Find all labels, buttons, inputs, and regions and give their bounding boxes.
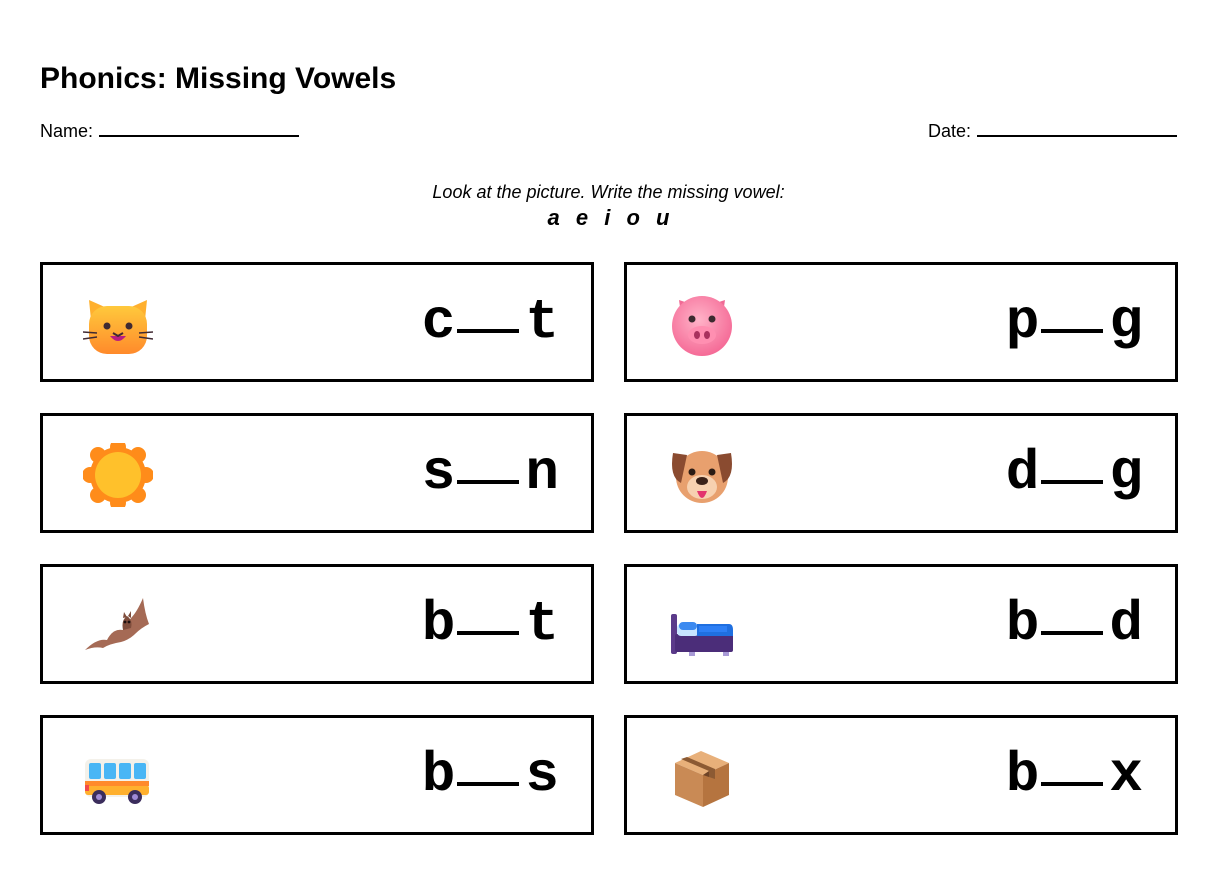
word-last-letter: n xyxy=(525,441,559,505)
word-card xyxy=(624,564,1178,684)
bus-icon xyxy=(83,745,153,809)
word-last-letter: s xyxy=(525,743,559,807)
vowel-blank[interactable] xyxy=(1041,480,1103,484)
word-card xyxy=(40,262,594,382)
name-label: Name: xyxy=(40,121,94,141)
word-card xyxy=(624,715,1178,835)
instructions: Look at the picture. Write the missing vowel: xyxy=(432,182,785,202)
vowel-list: a e i o u xyxy=(547,205,670,230)
word-last-letter: t xyxy=(525,592,559,656)
word-first-letter: d xyxy=(1005,441,1040,505)
bed-icon xyxy=(667,594,737,658)
vowel-blank[interactable] xyxy=(1041,631,1103,635)
cat-face-icon xyxy=(83,292,153,356)
vowel-blank[interactable] xyxy=(457,782,519,786)
word-last-letter: d xyxy=(1109,592,1143,656)
word-card xyxy=(40,413,594,533)
word-last-letter: t xyxy=(525,290,559,354)
word-dog xyxy=(1006,442,1143,504)
word-bus xyxy=(422,744,559,806)
vowel-blank[interactable] xyxy=(457,329,519,333)
word-first-letter: b xyxy=(1005,743,1040,807)
date-label: Date: xyxy=(927,121,971,141)
word-pig xyxy=(1006,291,1143,353)
word-bat xyxy=(422,593,559,655)
word-first-letter: s xyxy=(421,441,456,505)
word-last-letter: g xyxy=(1109,441,1143,505)
name-field xyxy=(40,117,299,143)
word-card xyxy=(624,413,1178,533)
vowel-blank[interactable] xyxy=(457,480,519,484)
name-input-line[interactable] xyxy=(99,117,299,137)
vowel-blank[interactable] xyxy=(457,631,519,635)
word-last-letter: g xyxy=(1109,290,1143,354)
word-first-letter: b xyxy=(1005,592,1040,656)
vowel-blank[interactable] xyxy=(1041,782,1103,786)
word-first-letter: p xyxy=(1005,290,1040,354)
sun-icon xyxy=(83,443,153,507)
word-last-letter: x xyxy=(1109,743,1143,807)
word-card xyxy=(40,564,594,684)
pig-face-icon xyxy=(667,292,737,356)
date-input-line[interactable] xyxy=(977,117,1177,137)
word-first-letter: c xyxy=(421,290,456,354)
vowel-blank[interactable] xyxy=(1041,329,1103,333)
bat-icon xyxy=(83,594,153,658)
word-sun xyxy=(422,442,559,504)
dog-face-icon xyxy=(667,443,737,507)
box-icon xyxy=(667,745,737,809)
worksheet-title: Phonics: Missing Vowels xyxy=(40,62,397,95)
word-card xyxy=(40,715,594,835)
word-card xyxy=(624,262,1178,382)
date-field xyxy=(928,117,1177,143)
word-first-letter: b xyxy=(421,592,456,656)
word-cat xyxy=(422,291,559,353)
word-bed xyxy=(1006,593,1143,655)
word-first-letter: b xyxy=(421,743,456,807)
word-box xyxy=(1006,744,1143,806)
